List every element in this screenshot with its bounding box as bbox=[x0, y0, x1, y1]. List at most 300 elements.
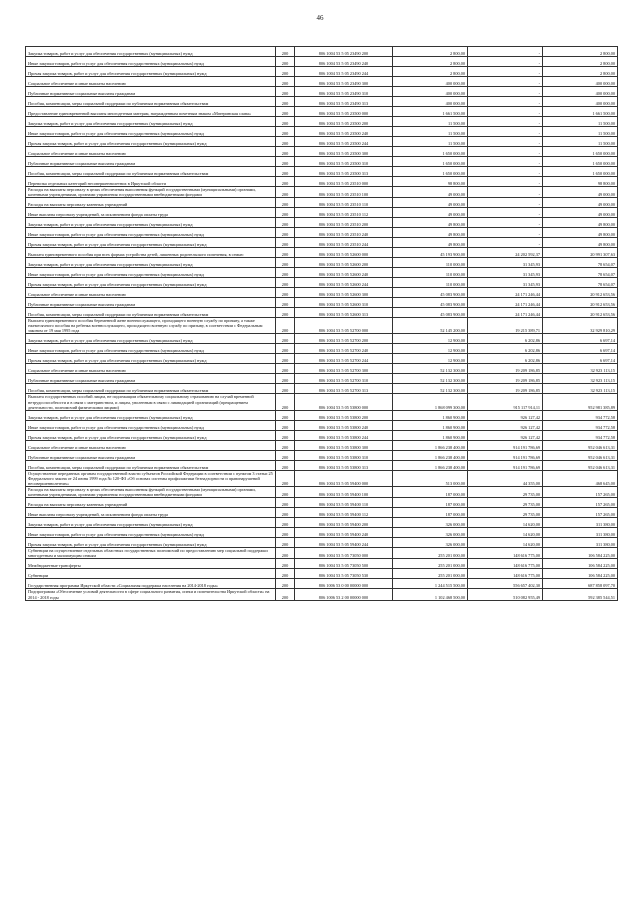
row-line-code-cell: 200 bbox=[276, 508, 295, 518]
row-name-cell: Закупка товаров, работ и услуг для обеспечения государственных (муниципальных) нужд bbox=[26, 410, 276, 420]
row-budget-code-cell: 806 1004 53 5 05 52600 310 bbox=[295, 298, 393, 308]
row-unexecuted-cell: 32 929 810,29 bbox=[543, 318, 618, 334]
table-row bbox=[26, 157, 618, 167]
row-budget-code-cell: 806 1004 53 5 05 23510 244 bbox=[295, 238, 393, 248]
row-budget-code-cell: 806 1004 53 5 05 52700 200 bbox=[295, 334, 393, 344]
table-row bbox=[26, 528, 618, 538]
row-name-cell: Иные закупки товаров, работ и услуг для обеспечения государственных (муниципальных) нужд bbox=[26, 344, 276, 354]
row-name-cell: Социальное обеспечение и иные выплаты населению bbox=[26, 364, 276, 374]
row-executed-cell: 6 202,86 bbox=[468, 354, 543, 364]
row-executed-cell: 24 171 246,44 bbox=[468, 308, 543, 318]
row-name-cell: Субвенции на осуществление отдельных областных государственных полномочий по предоставлению мер социальной поддержки многодетным и малоимущим семьям bbox=[26, 548, 276, 559]
row-budget-code-cell: 806 1004 53 5 05 53800 244 bbox=[295, 430, 393, 440]
row-unexecuted-cell: 952 046 613,31 bbox=[543, 440, 618, 450]
row-budget-code-cell: 806 1004 53 5 05 23510 110 bbox=[295, 198, 393, 208]
row-approved-cell: 110 000,00 bbox=[393, 278, 468, 288]
row-name-cell: Закупка товаров, работ и услуг для обеспечения государственных (муниципальных) нужд bbox=[26, 334, 276, 344]
row-name-cell: Закупка товаров, работ и услуг для обеспечения государственных (муниципальных) нужд bbox=[26, 258, 276, 268]
row-approved-cell: 49 000,00 bbox=[393, 187, 468, 198]
table-row bbox=[26, 288, 618, 298]
table-row bbox=[26, 344, 618, 354]
row-name-cell: Прочая закупка товаров, работ и услуг для обеспечения государственных (муниципальных) нужд bbox=[26, 278, 276, 288]
table-row bbox=[26, 47, 618, 57]
row-budget-code-cell: 806 1004 53 5 05 23490 244 bbox=[295, 67, 393, 77]
row-approved-cell: 12 900,00 bbox=[393, 334, 468, 344]
row-approved-cell: 49 800,00 bbox=[393, 218, 468, 228]
row-approved-cell: 12 900,00 bbox=[393, 344, 468, 354]
row-line-code-cell: 200 bbox=[276, 460, 295, 470]
row-line-code-cell: 200 bbox=[276, 298, 295, 308]
row-unexecuted-cell: 1 661 500,00 bbox=[543, 107, 618, 117]
row-unexecuted-cell: 106 584 225,00 bbox=[543, 559, 618, 569]
row-budget-code-cell: 806 1004 53 5 05 23510 200 bbox=[295, 218, 393, 228]
row-budget-code-cell: 806 1004 53 5 05 52600 300 bbox=[295, 288, 393, 298]
row-name-cell: Иные закупки товаров, работ и услуг для обеспечения государственных (муниципальных) нужд bbox=[26, 420, 276, 430]
row-budget-code-cell: 806 1006 53 0 00 00000 000 bbox=[295, 579, 393, 589]
table-row bbox=[26, 258, 618, 268]
row-budget-code-cell: 806 1004 53 5 05 73050 500 bbox=[295, 559, 393, 569]
row-name-cell: Иные закупки товаров, работ и услуг для обеспечения государственных (муниципальных) нужд bbox=[26, 528, 276, 538]
row-executed-cell: 29 735,00 bbox=[468, 487, 543, 498]
row-line-code-cell: 200 bbox=[276, 364, 295, 374]
table-row bbox=[26, 410, 618, 420]
table-row bbox=[26, 268, 618, 278]
table-row bbox=[26, 298, 618, 308]
row-line-code-cell: 200 bbox=[276, 410, 295, 420]
row-approved-cell: 45 083 900,00 bbox=[393, 308, 468, 318]
row-line-code-cell: 200 bbox=[276, 238, 295, 248]
row-budget-code-cell: 806 1004 53 5 05 59400 200 bbox=[295, 518, 393, 528]
row-approved-cell: 1 860 900,00 bbox=[393, 420, 468, 430]
row-executed-cell: 6 202,86 bbox=[468, 334, 543, 344]
row-executed-cell: - bbox=[468, 47, 543, 57]
row-unexecuted-cell: 157 265,00 bbox=[543, 487, 618, 498]
row-budget-code-cell: 806 1004 53 5 05 52700 310 bbox=[295, 374, 393, 384]
row-executed-cell: 31 345,93 bbox=[468, 268, 543, 278]
row-name-cell: Прочая закупка товаров, работ и услуг для обеспечения государственных (муниципальных) нужд bbox=[26, 137, 276, 147]
row-name-cell: Закупка товаров, работ и услуг для обеспечения государственных (муниципальных) нужд bbox=[26, 117, 276, 127]
table-row bbox=[26, 137, 618, 147]
row-executed-cell: - bbox=[468, 187, 543, 198]
row-line-code-cell: 200 bbox=[276, 127, 295, 137]
row-line-code-cell: 200 bbox=[276, 344, 295, 354]
row-unexecuted-cell: 2 800,00 bbox=[543, 57, 618, 67]
table-row bbox=[26, 238, 618, 248]
row-unexecuted-cell: 49 000,00 bbox=[543, 187, 618, 198]
row-executed-cell: 915 117 914,11 bbox=[468, 394, 543, 410]
row-executed-cell: - bbox=[468, 67, 543, 77]
row-executed-cell: 31 345,93 bbox=[468, 278, 543, 288]
table-row bbox=[26, 508, 618, 518]
row-name-cell: Иные закупки товаров, работ и услуг для обеспечения государственных (муниципальных) нужд bbox=[26, 57, 276, 67]
row-executed-cell: 148 616 775,00 bbox=[468, 569, 543, 579]
row-name-cell: Публичные нормативные социальные выплаты гражданам bbox=[26, 298, 276, 308]
row-name-cell: Иные выплаты персоналу учреждений, за исключением фонда оплаты труда bbox=[26, 208, 276, 218]
row-line-code-cell: 200 bbox=[276, 77, 295, 87]
row-unexecuted-cell: 2 800,00 bbox=[543, 47, 618, 57]
row-executed-cell: - bbox=[468, 147, 543, 157]
row-name-cell: Иные выплаты персоналу учреждений, за исключением фонда оплаты труда bbox=[26, 508, 276, 518]
row-budget-code-cell: 806 1004 53 5 05 59400 240 bbox=[295, 528, 393, 538]
table-row bbox=[26, 57, 618, 67]
row-line-code-cell: 200 bbox=[276, 354, 295, 364]
row-executed-cell: 914 191 786,69 bbox=[468, 440, 543, 450]
row-budget-code-cell: 806 1004 53 5 05 59400 244 bbox=[295, 538, 393, 548]
row-line-code-cell: 200 bbox=[276, 420, 295, 430]
row-name-cell: Пособия, компенсации, меры социальной поддержки по публичным нормативным обязательствам bbox=[26, 460, 276, 470]
row-line-code-cell: 200 bbox=[276, 97, 295, 107]
row-executed-cell: - bbox=[468, 87, 543, 97]
row-line-code-cell: 200 bbox=[276, 187, 295, 198]
row-approved-cell: 110 000,00 bbox=[393, 258, 468, 268]
row-budget-code-cell: 806 1004 53 5 05 23500 000 bbox=[295, 107, 393, 117]
row-executed-cell: 6 202,86 bbox=[468, 344, 543, 354]
table-row bbox=[26, 208, 618, 218]
row-line-code-cell: 200 bbox=[276, 528, 295, 538]
row-budget-code-cell: 806 1004 53 5 05 23490 300 bbox=[295, 77, 393, 87]
row-unexecuted-cell: 78 654,07 bbox=[543, 268, 618, 278]
table-row bbox=[26, 117, 618, 127]
row-line-code-cell: 200 bbox=[276, 198, 295, 208]
row-approved-cell: 513 000,00 bbox=[393, 470, 468, 486]
row-unexecuted-cell: 49 000,00 bbox=[543, 198, 618, 208]
table-row bbox=[26, 308, 618, 318]
row-executed-cell: - bbox=[468, 228, 543, 238]
row-line-code-cell: 200 bbox=[276, 147, 295, 157]
row-unexecuted-cell: 1 650 000,00 bbox=[543, 167, 618, 177]
row-unexecuted-cell: 6 697,14 bbox=[543, 344, 618, 354]
row-approved-cell: 45 083 900,00 bbox=[393, 288, 468, 298]
row-line-code-cell: 200 bbox=[276, 440, 295, 450]
table-row bbox=[26, 579, 618, 589]
row-unexecuted-cell: 400 000,00 bbox=[543, 77, 618, 87]
row-budget-code-cell: 806 1004 53 5 05 53800 000 bbox=[295, 394, 393, 410]
row-unexecuted-cell: 1 650 000,00 bbox=[543, 147, 618, 157]
row-line-code-cell: 200 bbox=[276, 394, 295, 410]
row-unexecuted-cell: 6 697,14 bbox=[543, 334, 618, 344]
row-budget-code-cell: 806 1004 53 5 05 52700 313 bbox=[295, 384, 393, 394]
row-budget-code-cell: 806 1004 53 5 05 23500 244 bbox=[295, 137, 393, 147]
row-approved-cell: 52 132 300,00 bbox=[393, 364, 468, 374]
row-unexecuted-cell: 468 645,00 bbox=[543, 470, 618, 486]
row-unexecuted-cell: 78 654,07 bbox=[543, 278, 618, 288]
row-executed-cell: - bbox=[468, 167, 543, 177]
row-name-cell: Государственная программа Иркутской области «Социальная поддержка населения на 2014-2018 годы» bbox=[26, 579, 276, 589]
table-row bbox=[26, 384, 618, 394]
row-line-code-cell: 200 bbox=[276, 430, 295, 440]
row-name-cell: Публичные нормативные социальные выплаты гражданам bbox=[26, 157, 276, 167]
row-executed-cell: 24 171 246,44 bbox=[468, 298, 543, 308]
table-row bbox=[26, 67, 618, 77]
row-approved-cell: 1 244 515 500,00 bbox=[393, 579, 468, 589]
table-row bbox=[26, 450, 618, 460]
row-approved-cell: 1 661 500,00 bbox=[393, 107, 468, 117]
row-name-cell: Публичные нормативные социальные выплаты гражданам bbox=[26, 87, 276, 97]
table-row bbox=[26, 187, 618, 198]
row-approved-cell: 1 650 000,00 bbox=[393, 167, 468, 177]
row-unexecuted-cell: 49 800,00 bbox=[543, 228, 618, 238]
row-approved-cell: 1 866 238 400,00 bbox=[393, 450, 468, 460]
table-row bbox=[26, 228, 618, 238]
table-row bbox=[26, 177, 618, 187]
row-name-cell: Пособия, компенсации, меры социальной поддержки по публичным нормативным обязательствам bbox=[26, 167, 276, 177]
row-budget-code-cell: 806 1004 53 5 05 52700 000 bbox=[295, 318, 393, 334]
row-approved-cell: 400 000,00 bbox=[393, 77, 468, 87]
row-approved-cell: 2 800,00 bbox=[393, 47, 468, 57]
row-executed-cell: 31 345,93 bbox=[468, 258, 543, 268]
table-row bbox=[26, 394, 618, 410]
row-budget-code-cell: 806 1004 53 5 05 23500 310 bbox=[295, 157, 393, 167]
row-budget-code-cell: 806 1004 53 5 05 59400 000 bbox=[295, 470, 393, 486]
row-executed-cell: 44 355,00 bbox=[468, 470, 543, 486]
row-line-code-cell: 200 bbox=[276, 87, 295, 97]
row-unexecuted-cell: 311 380,00 bbox=[543, 538, 618, 548]
row-line-code-cell: 200 bbox=[276, 470, 295, 486]
row-approved-cell: 1 650 000,00 bbox=[393, 147, 468, 157]
row-name-cell: Пособия, компенсации, меры социальной поддержки по публичным нормативным обязательствам bbox=[26, 384, 276, 394]
row-executed-cell: - bbox=[468, 177, 543, 187]
row-unexecuted-cell: 32 923 113,15 bbox=[543, 384, 618, 394]
table-row bbox=[26, 420, 618, 430]
row-executed-cell: 29 735,00 bbox=[468, 498, 543, 508]
row-approved-cell: 12 900,00 bbox=[393, 354, 468, 364]
row-line-code-cell: 200 bbox=[276, 258, 295, 268]
table-row bbox=[26, 569, 618, 579]
row-line-code-cell: 200 bbox=[276, 450, 295, 460]
row-budget-code-cell: 806 1004 53 5 05 53800 200 bbox=[295, 410, 393, 420]
row-approved-cell: 52 132 300,00 bbox=[393, 374, 468, 384]
row-approved-cell: 11 500,00 bbox=[393, 137, 468, 147]
row-unexecuted-cell: 49 000,00 bbox=[543, 208, 618, 218]
row-name-cell: Иные закупки товаров, работ и услуг для обеспечения государственных (муниципальных) нужд bbox=[26, 268, 276, 278]
row-budget-code-cell: 806 1004 53 5 05 23490 200 bbox=[295, 47, 393, 57]
row-approved-cell: 49 800,00 bbox=[393, 228, 468, 238]
row-executed-cell: 19 209 186,85 bbox=[468, 384, 543, 394]
row-executed-cell: - bbox=[468, 157, 543, 167]
row-budget-code-cell: 806 1004 53 5 05 52600 000 bbox=[295, 248, 393, 258]
row-unexecuted-cell: 311 380,00 bbox=[543, 518, 618, 528]
row-executed-cell: - bbox=[468, 77, 543, 87]
row-name-cell: Закупка товаров, работ и услуг для обеспечения государственных (муниципальных) нужд bbox=[26, 47, 276, 57]
table-row bbox=[26, 430, 618, 440]
row-name-cell: Прочая закупка товаров, работ и услуг для обеспечения государственных (муниципальных) нужд bbox=[26, 67, 276, 77]
row-unexecuted-cell: 934 772,58 bbox=[543, 420, 618, 430]
row-executed-cell: 19 215 389,71 bbox=[468, 318, 543, 334]
row-unexecuted-cell: 157 265,00 bbox=[543, 508, 618, 518]
row-name-cell: Выплата единовременного пособия при всех формах устройства детей, лишенных родительского попечения, в семью bbox=[26, 248, 276, 258]
row-line-code-cell: 200 bbox=[276, 538, 295, 548]
row-unexecuted-cell: 400 000,00 bbox=[543, 87, 618, 97]
row-line-code-cell: 200 bbox=[276, 579, 295, 589]
row-approved-cell: 52 145 200,00 bbox=[393, 318, 468, 334]
row-line-code-cell: 200 bbox=[276, 268, 295, 278]
row-budget-code-cell: 806 1004 53 5 05 52700 300 bbox=[295, 364, 393, 374]
row-line-code-cell: 200 bbox=[276, 548, 295, 559]
row-name-cell: Социальное обеспечение и иные выплаты населению bbox=[26, 288, 276, 298]
row-line-code-cell: 200 bbox=[276, 308, 295, 318]
table-row bbox=[26, 167, 618, 177]
row-name-cell: Подпрограмма «Обеспечение условий деятельности в сфере социального развития, опеки и попечительства Иркутской области» на 2014 - 2018 годы bbox=[26, 589, 276, 600]
row-unexecuted-cell: 11 500,00 bbox=[543, 137, 618, 147]
row-executed-cell: - bbox=[468, 97, 543, 107]
table-row bbox=[26, 334, 618, 344]
table-row bbox=[26, 248, 618, 258]
row-name-cell: Публичные нормативные социальные выплаты гражданам bbox=[26, 450, 276, 460]
row-approved-cell: 255 201 000,00 bbox=[393, 559, 468, 569]
row-unexecuted-cell: 2 800,00 bbox=[543, 67, 618, 77]
row-approved-cell: 326 000,00 bbox=[393, 528, 468, 538]
row-executed-cell: - bbox=[468, 137, 543, 147]
table-row bbox=[26, 470, 618, 486]
row-unexecuted-cell: 49 800,00 bbox=[543, 238, 618, 248]
row-budget-code-cell: 806 1004 53 5 05 53800 240 bbox=[295, 420, 393, 430]
row-approved-cell: 187 000,00 bbox=[393, 508, 468, 518]
row-line-code-cell: 200 bbox=[276, 107, 295, 117]
row-approved-cell: 1 860 900,00 bbox=[393, 410, 468, 420]
row-name-cell: Прочая закупка товаров, работ и услуг для обеспечения государственных (муниципальных) нужд bbox=[26, 538, 276, 548]
table-row bbox=[26, 218, 618, 228]
row-name-cell: Социальное обеспечение и иные выплаты населению bbox=[26, 440, 276, 450]
table-row bbox=[26, 147, 618, 157]
row-budget-code-cell: 806 1004 53 5 05 23490 240 bbox=[295, 57, 393, 67]
row-name-cell: Социальное обеспечение и иные выплаты населению bbox=[26, 147, 276, 157]
row-approved-cell: 400 000,00 bbox=[393, 87, 468, 97]
row-approved-cell: 2 800,00 bbox=[393, 67, 468, 77]
row-line-code-cell: 200 bbox=[276, 157, 295, 167]
row-line-code-cell: 200 bbox=[276, 334, 295, 344]
row-budget-code-cell: 806 1004 53 5 05 59400 112 bbox=[295, 508, 393, 518]
row-budget-code-cell: 806 1004 53 5 05 53800 310 bbox=[295, 450, 393, 460]
row-name-cell: Пособия, компенсации, меры социальной поддержки по публичным нормативным обязательствам bbox=[26, 97, 276, 107]
row-approved-cell: 49 800,00 bbox=[393, 238, 468, 248]
row-line-code-cell: 200 bbox=[276, 117, 295, 127]
row-unexecuted-cell: 1 650 000,00 bbox=[543, 157, 618, 167]
row-name-cell: Выплата государственных пособий лицам, не подлежащим обязательному социальному страхованию на случай временной нетрудоспособности и в связи с материнством, и лицам, уволенным в связи с ликвидацией организаций (прекращением деятельности, полномочий физическими лицами) bbox=[26, 394, 276, 410]
table-row bbox=[26, 589, 618, 600]
row-approved-cell: 11 500,00 bbox=[393, 127, 468, 137]
row-unexecuted-cell: 952 046 613,31 bbox=[543, 460, 618, 470]
row-executed-cell: - bbox=[468, 57, 543, 67]
row-line-code-cell: 200 bbox=[276, 228, 295, 238]
row-approved-cell: 45 083 900,00 bbox=[393, 298, 468, 308]
row-executed-cell: 914 191 786,69 bbox=[468, 450, 543, 460]
row-approved-cell: 326 000,00 bbox=[393, 518, 468, 528]
row-budget-code-cell: 806 1004 53 5 05 59400 100 bbox=[295, 487, 393, 498]
row-approved-cell: 52 132 300,00 bbox=[393, 384, 468, 394]
budget-table bbox=[25, 46, 617, 601]
row-executed-cell: - bbox=[468, 117, 543, 127]
row-budget-code-cell: 806 1004 53 5 05 23510 112 bbox=[295, 208, 393, 218]
row-unexecuted-cell: 592 385 544,51 bbox=[543, 589, 618, 600]
row-name-cell: Расходы на выплаты персоналу казенных учреждений bbox=[26, 498, 276, 508]
row-unexecuted-cell: 78 654,07 bbox=[543, 258, 618, 268]
row-approved-cell: 187 000,00 bbox=[393, 498, 468, 508]
row-executed-cell: 926 127,42 bbox=[468, 430, 543, 440]
row-budget-code-cell: 806 1004 53 5 05 23500 300 bbox=[295, 147, 393, 157]
row-approved-cell: 255 201 000,00 bbox=[393, 569, 468, 579]
row-line-code-cell: 200 bbox=[276, 569, 295, 579]
row-approved-cell: 326 000,00 bbox=[393, 538, 468, 548]
row-unexecuted-cell: 11 500,00 bbox=[543, 117, 618, 127]
row-name-cell: Межбюджетные трансферты bbox=[26, 559, 276, 569]
row-name-cell: Прочая закупка товаров, работ и услуг для обеспечения государственных (муниципальных) нужд bbox=[26, 430, 276, 440]
row-budget-code-cell: 806 1004 53 5 05 23500 240 bbox=[295, 127, 393, 137]
row-unexecuted-cell: 32 923 113,15 bbox=[543, 374, 618, 384]
row-unexecuted-cell: 20 991 307,63 bbox=[543, 248, 618, 258]
row-approved-cell: 1 650 000,00 bbox=[393, 157, 468, 167]
row-budget-code-cell: 806 1004 53 5 05 52600 313 bbox=[295, 308, 393, 318]
row-budget-code-cell: 806 1004 53 5 05 52700 240 bbox=[295, 344, 393, 354]
row-name-cell: Перевозка отдельных категорий несовершеннолетних в Иркутской области bbox=[26, 177, 276, 187]
row-name-cell: Закупка товаров, работ и услуг для обеспечения государственных (муниципальных) нужд bbox=[26, 218, 276, 228]
row-unexecuted-cell: 98 800,00 bbox=[543, 177, 618, 187]
row-line-code-cell: 200 bbox=[276, 167, 295, 177]
row-name-cell: Осуществление переданных органам государственной власти субъектов Российской Федерации в соответствии с пунктом 3 статьи 25 Федерального закона от 24 июня 1999 года № 120-ФЗ «Об основах системы профилактики безнадзорности и правонарушений несовершеннолетних» bbox=[26, 470, 276, 486]
row-approved-cell: 1 860 900,00 bbox=[393, 430, 468, 440]
row-executed-cell: 29 735,00 bbox=[468, 508, 543, 518]
row-line-code-cell: 200 bbox=[276, 374, 295, 384]
row-executed-cell: - bbox=[468, 208, 543, 218]
row-executed-cell: 24 171 246,44 bbox=[468, 288, 543, 298]
row-approved-cell: 45 193 900,00 bbox=[393, 248, 468, 258]
row-budget-code-cell: 806 1004 53 5 05 52600 240 bbox=[295, 268, 393, 278]
row-executed-cell: 14 620,00 bbox=[468, 518, 543, 528]
table-row bbox=[26, 559, 618, 569]
row-line-code-cell: 200 bbox=[276, 487, 295, 498]
row-name-cell: Выплата единовременного пособия беременной жене военнослужащего, проходящего военную службу по призыву, а также ежемесячного пособия на ребенка военнослужащего, проходящего военную службу по призыву, в соответствии с Федеральным законом от 19 мая 1995 года bbox=[26, 318, 276, 334]
row-approved-cell: 2 800,00 bbox=[393, 57, 468, 67]
row-name-cell: Расходы на выплаты персоналу казенных учреждений bbox=[26, 198, 276, 208]
row-line-code-cell: 200 bbox=[276, 559, 295, 569]
table-row bbox=[26, 87, 618, 97]
row-line-code-cell: 200 bbox=[276, 67, 295, 77]
row-executed-cell: 14 620,00 bbox=[468, 538, 543, 548]
row-name-cell: Субвенции bbox=[26, 569, 276, 579]
row-unexecuted-cell: 32 923 113,15 bbox=[543, 364, 618, 374]
row-unexecuted-cell: 952 981 385,89 bbox=[543, 394, 618, 410]
row-line-code-cell: 200 bbox=[276, 278, 295, 288]
row-approved-cell: 1 866 238 400,00 bbox=[393, 460, 468, 470]
row-unexecuted-cell: 11 500,00 bbox=[543, 127, 618, 137]
table-row bbox=[26, 318, 618, 334]
row-executed-cell: 926 127,42 bbox=[468, 420, 543, 430]
row-approved-cell: 255 201 000,00 bbox=[393, 548, 468, 559]
table-row bbox=[26, 107, 618, 117]
row-unexecuted-cell: 20 912 653,56 bbox=[543, 298, 618, 308]
row-executed-cell: - bbox=[468, 198, 543, 208]
table-row bbox=[26, 460, 618, 470]
row-line-code-cell: 200 bbox=[276, 248, 295, 258]
row-approved-cell: 1 102 468 500,00 bbox=[393, 589, 468, 600]
row-executed-cell: - bbox=[468, 218, 543, 228]
row-line-code-cell: 200 bbox=[276, 47, 295, 57]
row-name-cell: Иные закупки товаров, работ и услуг для обеспечения государственных (муниципальных) нужд bbox=[26, 228, 276, 238]
row-unexecuted-cell: 934 772,58 bbox=[543, 410, 618, 420]
row-budget-code-cell: 806 1004 53 5 05 23510 240 bbox=[295, 228, 393, 238]
row-name-cell: Закупка товаров, работ и услуг для обеспечения государственных (муниципальных) нужд bbox=[26, 518, 276, 528]
row-budget-code-cell: 806 1004 53 5 05 53800 300 bbox=[295, 440, 393, 450]
row-line-code-cell: 200 bbox=[276, 498, 295, 508]
table-row bbox=[26, 198, 618, 208]
row-unexecuted-cell: 49 800,00 bbox=[543, 218, 618, 228]
row-unexecuted-cell: 311 380,00 bbox=[543, 528, 618, 538]
row-approved-cell: 187 000,00 bbox=[393, 487, 468, 498]
row-name-cell: Пособия, компенсации, меры социальной поддержки по публичным нормативным обязательствам bbox=[26, 308, 276, 318]
table-row bbox=[26, 354, 618, 364]
row-unexecuted-cell: 6 697,14 bbox=[543, 354, 618, 364]
row-name-cell: Расходы на выплаты персоналу в целях обеспечения выполнения функций государственными (муниципальными) органами, казенными учреждениями, органами управления государственными внебюджетными фондами bbox=[26, 187, 276, 198]
table-row bbox=[26, 97, 618, 107]
